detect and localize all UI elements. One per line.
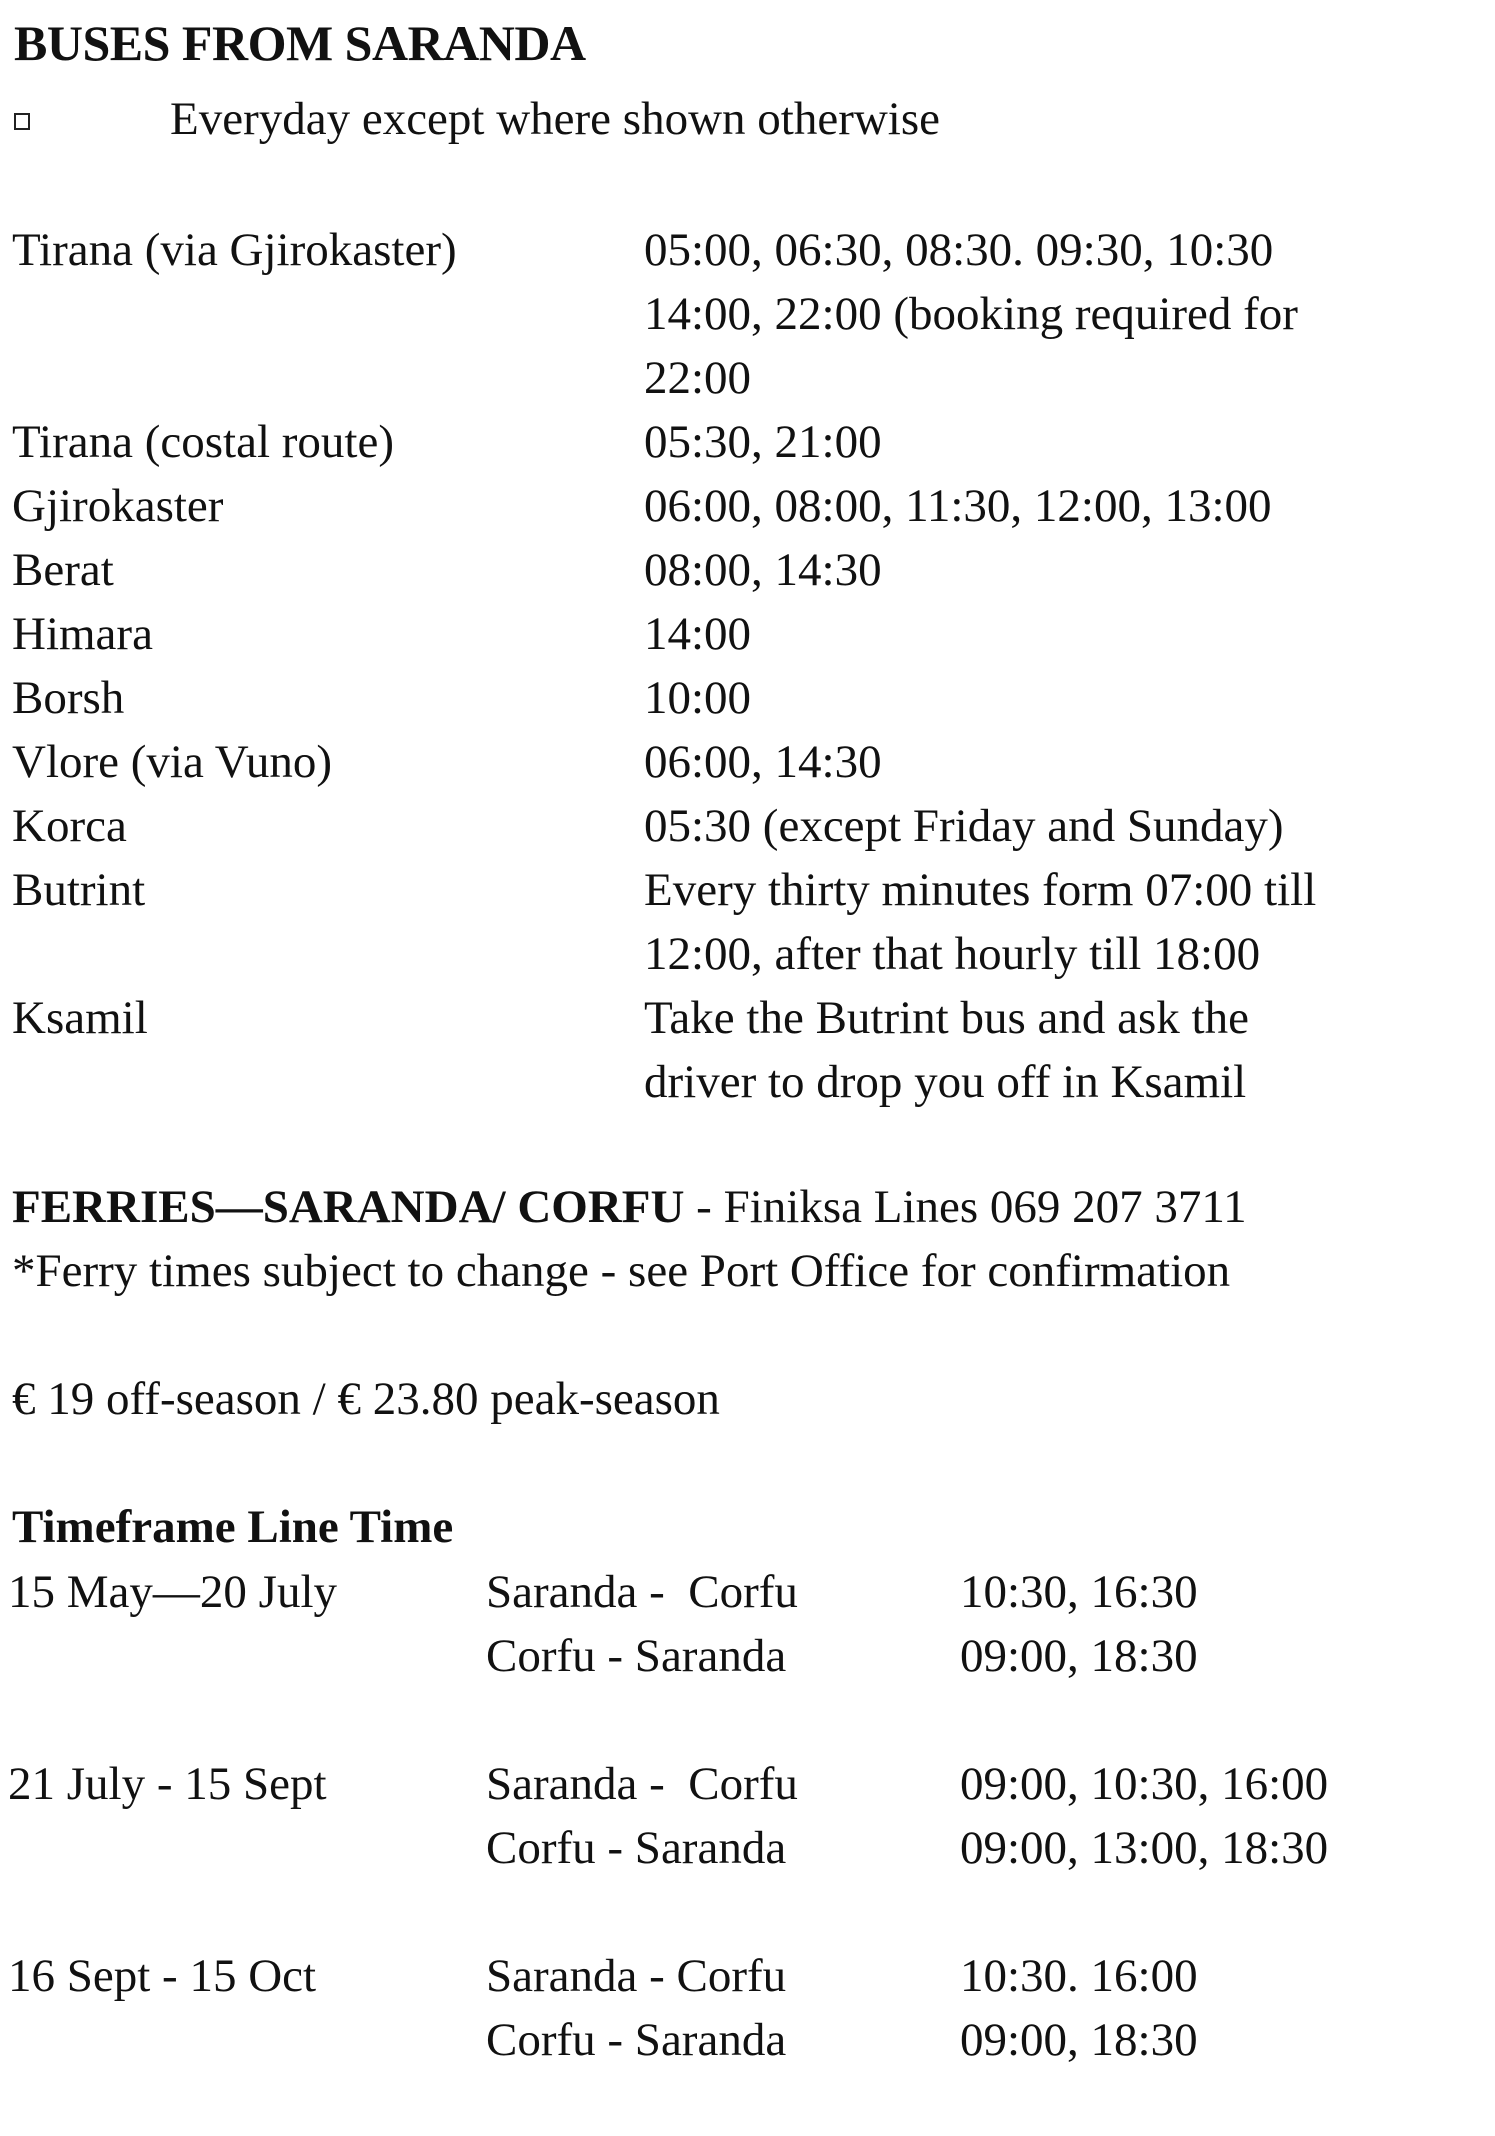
ferry-time: 10:30. 16:00	[960, 1950, 1198, 2002]
ferry-heading-title: FERRIES—SARANDA/ CORFU	[12, 1181, 685, 1233]
bus-time-line: Take the Butrint bus and ask the	[644, 992, 1249, 1044]
bus-time-line: driver to drop you off in Ksamil	[644, 1056, 1247, 1108]
bus-destination: Gjirokaster	[12, 480, 224, 532]
ferry-line: Corfu - Saranda	[486, 1822, 787, 1874]
ferry-row	[8, 1944, 1478, 2008]
bus-schedule-table	[12, 218, 1482, 1114]
bus-route-row	[12, 538, 1482, 602]
bus-destination: Butrint	[12, 864, 146, 916]
ferry-timeframe: 15 May—20 July	[8, 1566, 337, 1618]
bus-time-line: 06:00, 14:30	[644, 736, 882, 788]
ferry-heading	[12, 1180, 1247, 1234]
bus-route-row	[12, 474, 1482, 538]
ferry-timeframe	[8, 1816, 486, 1880]
bus-destination: Vlore (via Vuno)	[12, 736, 333, 788]
ferry-timeframe: 21 July - 15 Sept	[8, 1758, 327, 1810]
bus-times	[644, 538, 1464, 602]
schedule-note-text: Everyday except where shown otherwise	[170, 93, 940, 145]
bus-destination: Tirana (costal route)	[12, 416, 394, 468]
bus-destination: Ksamil	[12, 992, 148, 1044]
bus-destination: Himara	[12, 608, 153, 660]
bus-destination: Borsh	[12, 672, 125, 724]
bus-time-line: 05:30 (except Friday and Sunday)	[644, 800, 1284, 852]
bus-route-row	[12, 602, 1482, 666]
ferry-price: € 19 off-season / € 23.80 peak-season	[12, 1373, 720, 1425]
bus-route-row	[12, 794, 1482, 858]
bus-time-line: 14:00, 22:00 (booking required for	[644, 288, 1298, 340]
ferry-line: Saranda - Corfu	[486, 1758, 798, 1810]
page-title: BUSES FROM SARANDA	[14, 15, 586, 71]
bus-time-line: Every thirty minutes form 07:00 till	[644, 864, 1317, 916]
ferry-timeframe-group	[8, 1560, 1478, 1688]
ferry-time: 09:00, 18:30	[960, 1630, 1198, 1682]
bus-times	[644, 794, 1464, 858]
ferry-line: Corfu - Saranda	[486, 2014, 787, 2066]
bus-route-row	[12, 986, 1482, 1114]
ferry-timeframe	[8, 2008, 486, 2072]
bus-route-row	[12, 410, 1482, 474]
bus-time-line: 05:30, 21:00	[644, 416, 882, 468]
bus-time-line: 22:00	[644, 352, 752, 404]
bus-route-row	[12, 858, 1482, 986]
ferry-note: *Ferry times subject to change - see Port Office for confirmation	[12, 1245, 1231, 1297]
bus-route-row	[12, 666, 1482, 730]
bus-times	[644, 986, 1464, 1114]
ferry-line: Corfu - Saranda	[486, 1630, 787, 1682]
ferry-timeframe-group	[8, 1944, 1478, 2072]
bus-times	[644, 666, 1464, 730]
ferry-time: 09:00, 13:00, 18:30	[960, 1822, 1329, 1874]
ferry-schedule-table	[8, 1560, 1478, 2136]
bus-destination: Berat	[12, 544, 114, 596]
ferry-row	[8, 1816, 1478, 1880]
bus-times	[644, 858, 1464, 986]
ferry-timeframe	[8, 1624, 486, 1688]
ferry-timeframe: 16 Sept - 15 Oct	[8, 1950, 317, 2002]
bus-times	[644, 474, 1464, 538]
bus-time-line: 05:00, 06:30, 08:30. 09:30, 10:30	[644, 224, 1274, 276]
bus-time-line: 12:00, after that hourly till 18:00	[644, 928, 1261, 980]
bus-time-line: 06:00, 08:00, 11:30, 12:00, 13:00	[644, 480, 1272, 532]
bus-route-row	[12, 730, 1482, 794]
bus-times	[644, 410, 1464, 474]
ferry-table-header: Timeframe Line Time	[12, 1501, 454, 1553]
ferry-row	[8, 2008, 1478, 2072]
ferry-row	[8, 1624, 1478, 1688]
checkbox-bullet-icon	[14, 113, 30, 130]
ferry-time: 09:00, 18:30	[960, 2014, 1198, 2066]
bus-time-line: 10:00	[644, 672, 752, 724]
bus-route-row	[12, 218, 1482, 410]
ferry-time: 10:30, 16:30	[960, 1566, 1198, 1618]
ferry-timeframe-group	[8, 1752, 1478, 1880]
bus-time-line: 14:00	[644, 608, 752, 660]
bus-times	[644, 218, 1464, 410]
ferry-row	[8, 1560, 1478, 1624]
ferry-line: Saranda - Corfu	[486, 1566, 798, 1618]
bus-destination: Tirana (via Gjirokaster)	[12, 224, 457, 276]
ferry-line: Saranda - Corfu	[486, 1950, 787, 2002]
ferry-operator: - Finiksa Lines 069 207 3711	[684, 1181, 1247, 1233]
bus-destination: Korca	[12, 800, 127, 852]
ferry-time: 09:00, 10:30, 16:00	[960, 1758, 1329, 1810]
bus-times	[644, 730, 1464, 794]
bus-time-line: 08:00, 14:30	[644, 544, 882, 596]
bus-times	[644, 602, 1464, 666]
ferry-row	[8, 1752, 1478, 1816]
